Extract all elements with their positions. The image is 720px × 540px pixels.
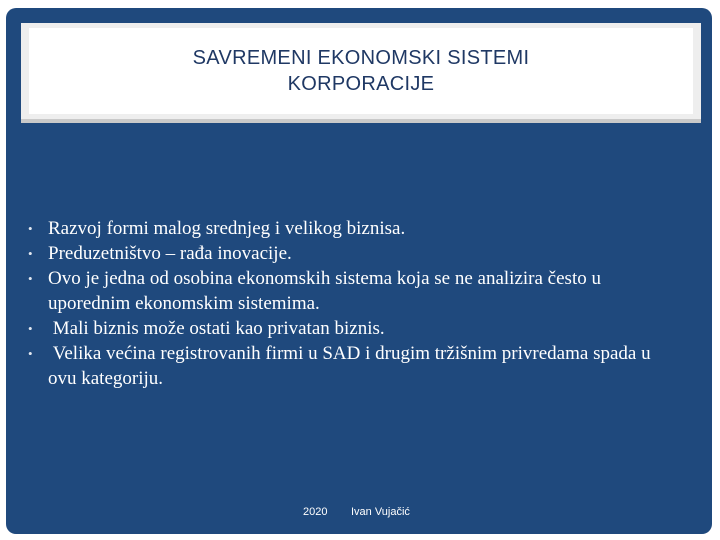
footer-year: 2020 — [303, 506, 328, 518]
slide-title-line-2: KORPORACIJE — [287, 73, 435, 95]
slide — [6, 8, 712, 534]
bullet-item — [28, 241, 668, 266]
footer-author: Ivan Vujačić — [351, 506, 410, 518]
bullet-list — [28, 216, 668, 391]
bullet-icon: • — [28, 271, 33, 286]
bullet-icon: • — [28, 246, 33, 261]
bullet-icon: • — [28, 346, 33, 361]
bullet-text: Mali biznis može ostati kao privatan biznis. — [48, 318, 385, 339]
bullet-text: Ovo je jedna od osobina ekonomskih sistema koja se ne analizira često u uporednim ekonomskim sistemima. — [48, 268, 601, 314]
slide-title-line-1: SAVREMENI EKONOMSKI SISTEMI — [192, 47, 530, 69]
bullet-item — [28, 316, 668, 341]
bullet-text: Razvoj formi malog srednjeg i velikog biznisa. — [48, 218, 406, 239]
title-box — [21, 23, 701, 123]
title-inner — [29, 28, 693, 114]
bullet-item — [28, 341, 668, 391]
bullet-icon: • — [28, 221, 33, 236]
bullet-text: Preduzetništvo – rađa inovacije. — [48, 243, 292, 264]
bullet-item — [28, 266, 668, 316]
bullet-text: Velika većina registrovanih firmi u SAD i drugim tržišnim privredama spada u ovu kategoriju. — [48, 343, 656, 389]
bullet-icon: • — [28, 321, 33, 336]
bullet-item — [28, 216, 668, 241]
